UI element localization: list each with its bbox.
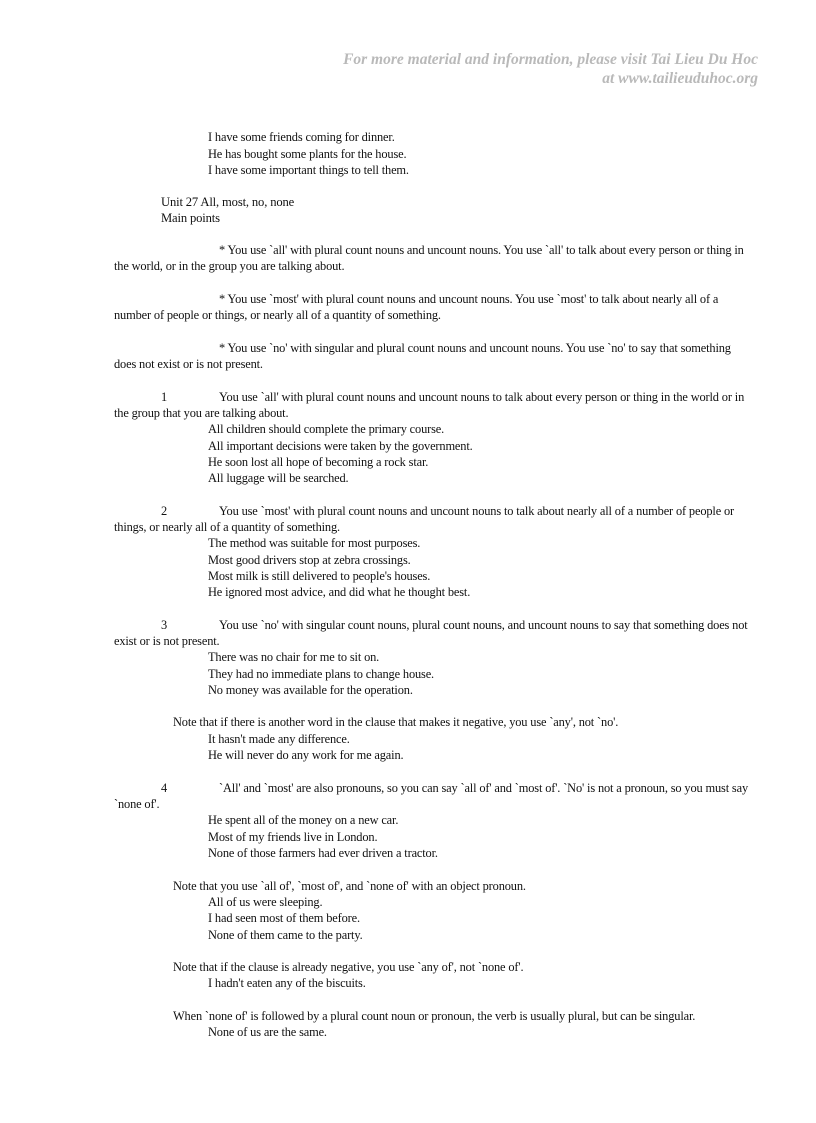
header-line-1: For more material and information, please visit Tai Lieu Du Hoc [343, 51, 758, 68]
main-point-line: * You use `all' with plural count nouns and uncount nouns. You use `all' to talk about every person or thing in [219, 243, 744, 257]
note-text: Note that you use `all of', `most of', and `none of' with an object pronoun. [173, 879, 526, 893]
unit-subtitle: Main points [161, 211, 220, 225]
example-sentence: Most milk is still delivered to people's houses. [208, 569, 431, 583]
example-sentence: Most of my friends live in London. [208, 830, 378, 844]
example-sentence: It hasn't made any difference. [208, 732, 350, 746]
section-number: 4 [161, 781, 168, 795]
example-sentence: I had seen most of them before. [208, 911, 360, 925]
note-text: Note that if there is another word in the clause that makes it negative, you use `any', not `no'. [173, 715, 619, 729]
example-sentence: None of those farmers had ever driven a tractor. [208, 846, 438, 860]
unit-title: Unit 27 All, most, no, none [161, 195, 295, 209]
main-point-line: * You use `most' with plural count nouns and uncount nouns. You use `most' to talk about nearly all of a [219, 292, 719, 306]
note-text: Note that if the clause is already negative, you use `any of', not `none of'. [173, 960, 524, 974]
example-sentence: He will never do any work for me again. [208, 748, 404, 762]
example-sentence: All of us were sleeping. [208, 895, 323, 909]
section-number: 2 [161, 504, 168, 518]
intro-example: I have some friends coming for dinner. [208, 130, 395, 144]
example-sentence: The method was suitable for most purposes. [208, 536, 421, 550]
example-sentence: No money was available for the operation. [208, 683, 413, 697]
section-text: things, or nearly all of a quantity of something. [114, 520, 340, 534]
example-sentence: Most good drivers stop at zebra crossings. [208, 553, 411, 567]
section-text: You use `all' with plural count nouns and uncount nouns to talk about every person or thing in the world or in [219, 390, 745, 404]
section-text: exist or is not present. [114, 634, 220, 648]
section-text: You use `no' with singular count nouns, plural count nouns, and uncount nouns to say that something does not [219, 618, 748, 632]
example-sentence: None of us are the same. [208, 1025, 327, 1039]
example-sentence: There was no chair for me to sit on. [208, 650, 380, 664]
example-sentence: They had no immediate plans to change house. [208, 667, 435, 681]
section-text: the group that you are talking about. [114, 406, 289, 420]
note-text: When `none of' is followed by a plural count noun or pronoun, the verb is usually plural, but can be singular. [173, 1009, 696, 1023]
example-sentence: All children should complete the primary course. [208, 422, 445, 436]
example-sentence: All important decisions were taken by the government. [208, 439, 473, 453]
site-watermark-header [343, 50, 758, 88]
main-point-line: * You use `no' with singular and plural count nouns and uncount nouns. You use `no' to say that something [219, 341, 731, 355]
section-text: `none of'. [114, 797, 160, 811]
main-point-line: number of people or things, or nearly all of a quantity of something. [114, 308, 441, 322]
main-point-line: the world, or in the group you are talking about. [114, 259, 345, 273]
example-sentence: None of them came to the party. [208, 928, 363, 942]
intro-example: I have some important things to tell them. [208, 163, 409, 177]
example-sentence: I hadn't eaten any of the biscuits. [208, 976, 366, 990]
section-text: You use `most' with plural count nouns and uncount nouns to talk about nearly all of a number of people or [219, 504, 735, 518]
section-number: 1 [161, 390, 168, 404]
example-sentence: He soon lost all hope of becoming a rock star. [208, 455, 429, 469]
example-sentence: All luggage will be searched. [208, 471, 349, 485]
header-line-2: at www.tailieuduhoc.org [602, 70, 758, 87]
section-number: 3 [161, 618, 168, 632]
intro-example: He has bought some plants for the house. [208, 147, 407, 161]
section-text: `All' and `most' are also pronouns, so you can say `all of' and `most of'. `No' is not a pronoun, so you must say [219, 781, 748, 795]
example-sentence: He ignored most advice, and did what he thought best. [208, 585, 471, 599]
main-point-line: does not exist or is not present. [114, 357, 263, 371]
example-sentence: He spent all of the money on a new car. [208, 813, 399, 827]
